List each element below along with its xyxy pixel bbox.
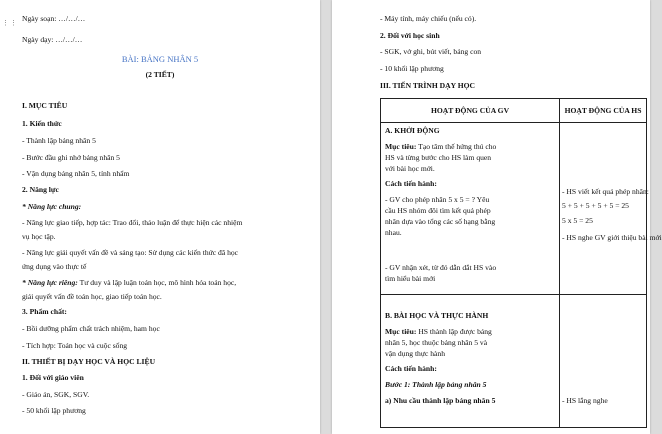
lesson-plan-table (380, 98, 662, 428)
student-activity: - HS nghe GV giới thiệu bài mới (562, 233, 662, 242)
row-divider (381, 294, 646, 295)
activity-title: B. BÀI HỌC VÀ THỰC HÀNH (385, 311, 489, 320)
lesson-title: BÀI: BẢNG NHÂN 5 (121, 54, 199, 64)
subsection-heading: 2. Năng lực (22, 185, 59, 194)
objective (385, 326, 492, 337)
document-page-left (0, 0, 320, 434)
objective-text: Tạo tâm thế hứng thú cho (416, 142, 497, 151)
procedure-label: Cách tiến hành: (385, 364, 437, 373)
subsection-heading: 2. Đối với học sinh (380, 31, 440, 40)
teacher-activity: cầu HS nhóm đôi tìm kết quả phép (385, 206, 491, 215)
objective-text: vận dụng thực hành (385, 349, 446, 358)
emphasis: * Năng lực riêng: (22, 278, 78, 287)
column-header-hs: HOẠT ĐỘNG CỦA HS (564, 106, 642, 115)
activity-title: A. KHỞI ĐỘNG (385, 126, 440, 135)
paragraph: - Bước đầu ghi nhớ bảng nhân 5 (22, 153, 120, 162)
student-activity: - HS viết kết quả phép nhân: (562, 187, 649, 196)
objective-text: HS thành lập được bảng (416, 327, 492, 336)
procedure-label: Cách tiến hành: (385, 179, 437, 188)
teacher-activity: - GV cho phép nhân 5 x 5 = ? Yêu (385, 195, 490, 204)
drag-handle-icon[interactable]: ⋮⋮ (2, 19, 18, 27)
column-header-gv: HOẠT ĐỘNG CỦA GV (430, 106, 510, 115)
student-activity: 5 + 5 + 5 + 5 + 5 = 25 (562, 201, 629, 210)
section-heading: III. TIẾN TRÌNH DẠY HỌC (380, 81, 476, 90)
teacher-activity: nhau. (385, 228, 402, 237)
subsection-heading: 1. Đối với giáo viên (22, 373, 84, 382)
paragraph: - Năng lực giải quyết vấn đề và sáng tạo: Sử dụng các kiến thức đã học (22, 248, 239, 257)
paragraph (22, 278, 236, 288)
section-heading: I. MỤC TIÊU (22, 101, 68, 110)
objective-text: nhân 5, học thuộc bảng nhân 5 và (385, 338, 488, 347)
column-divider (559, 99, 560, 427)
paragraph: - 10 khối lập phương (380, 64, 444, 73)
paragraph: - SGK, vở ghi, bút viết, bảng con (380, 47, 482, 56)
row-divider (381, 122, 646, 123)
paragraph: - Vận dụng bảng nhân 5, tính nhẩm (22, 169, 130, 178)
objective-label: Mục tiêu: (385, 142, 417, 151)
teacher-activity: - GV nhận xét, từ đó dẫn dắt HS vào (385, 263, 497, 272)
date-taught: Ngày dạy: …/…/… (22, 35, 83, 44)
section-heading: II. THIẾT BỊ DẠY HỌC VÀ HỌC LIỆU (22, 357, 156, 366)
student-activity: 5 x 5 = 25 (562, 216, 593, 225)
teacher-activity: tìm hiểu bài mới (385, 274, 436, 283)
objective-text: HS và từng bước cho HS làm quen (385, 153, 492, 162)
step-subheading: a) Nhu cầu thành lập bảng nhân 5 (385, 396, 496, 405)
paragraph: - Năng lực giao tiếp, hợp tác: Trao đổi, thảo luận để thực hiện các nhiệm (22, 218, 243, 227)
step-heading: Bước 1: Thành lập bảng nhân 5 (385, 380, 487, 389)
paragraph: ứng dụng vào thực tế (22, 262, 87, 271)
paragraph: - Giáo án, SGK, SGV. (22, 390, 90, 399)
student-activity: - HS lắng nghe (562, 396, 608, 405)
lesson-duration: (2 TIẾT) (145, 70, 175, 79)
teacher-activity: nhân dựa vào tổng các số hạng bằng (385, 217, 496, 226)
document-page-right (332, 0, 662, 434)
paragraph: - Thành lập bảng nhân 5 (22, 136, 96, 145)
paragraph: giải quyết vấn đề toán học, giao tiếp toán học. (22, 292, 162, 301)
paragraph: - Máy tính, máy chiếu (nếu có). (380, 14, 477, 23)
objective (385, 141, 496, 152)
subsection-heading: 1. Kiến thức (22, 119, 62, 128)
paragraph: - Bồi dưỡng phẩm chất trách nhiệm, ham học (22, 324, 160, 333)
paragraph: - 50 khối lập phương (22, 406, 86, 415)
date-prepared: Ngày soạn: …/…/… (22, 14, 86, 23)
subsection-heading: 3. Phẩm chất: (22, 307, 67, 316)
objective-text: với bài học mới. (385, 164, 435, 173)
paragraph: * Năng lực chung: (22, 202, 82, 211)
paragraph: vụ học tập. (22, 232, 56, 241)
objective-label: Mục tiêu: (385, 327, 417, 336)
paragraph-text: Tư duy và lập luận toán học, mô hình hóa toán học, (77, 278, 237, 287)
paragraph: - Tích hợp: Toán học và cuộc sống (22, 341, 128, 350)
